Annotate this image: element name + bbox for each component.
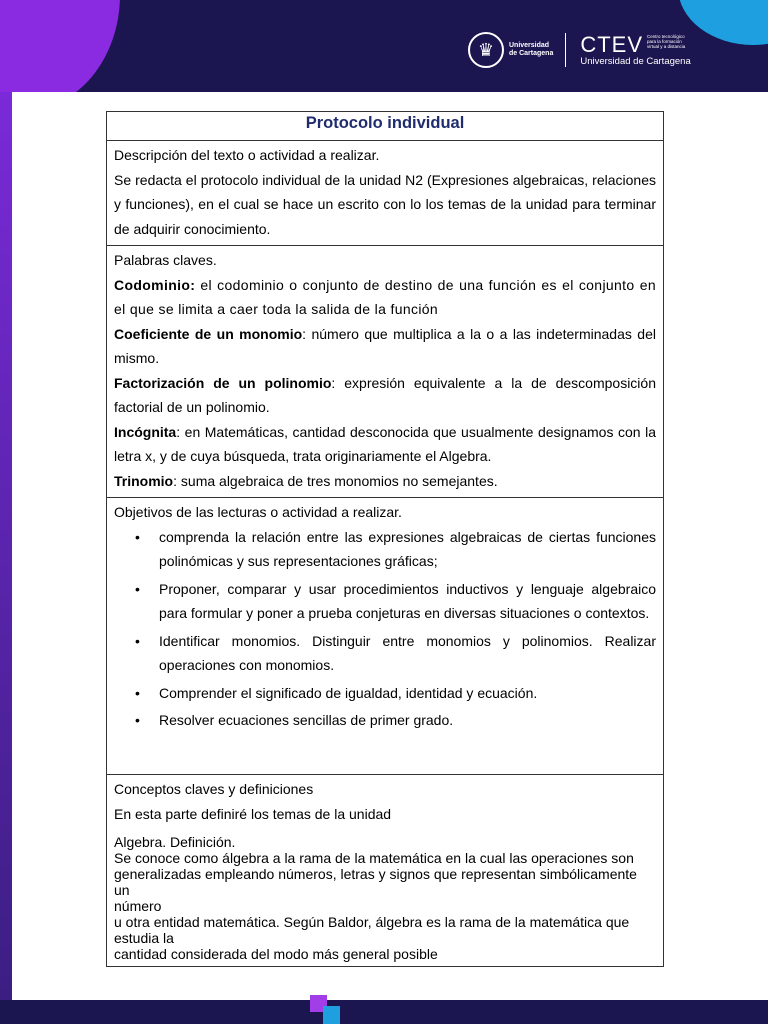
- logo-divider: [565, 33, 566, 67]
- section-intro: En esta parte definiré los temas de la unidad: [114, 805, 392, 822]
- keyword-definition: [114, 322, 656, 371]
- concept-line: cantidad considerada del modo más general posible: [114, 946, 438, 962]
- concept-line: estudia la: [114, 930, 174, 946]
- keyword-definition: [114, 371, 656, 420]
- section-label: Conceptos claves y definiciones: [114, 781, 314, 797]
- ctev-subtitle: Universidad de Cartagena: [580, 55, 691, 67]
- keyword-text: : en Matemáticas, cantidad desconocida que usualmente designamos con la letra x, y de cuya búsqueda, trata originariamente el Algebra.: [114, 423, 656, 464]
- keyword-text: : expresión equivalente a la de descomposición factorial de un polinomio.: [114, 374, 656, 415]
- keyword-definition: [114, 469, 656, 494]
- section-label: Palabras claves.: [114, 252, 217, 268]
- decorative-cyan-shape: [678, 0, 768, 45]
- concept-line: Se conoce como álgebra a la rama de la matemática en la cual las operaciones son: [114, 850, 634, 866]
- concept-line: u otra entidad matemática. Según Baldor, álgebra es la rama de la matemática que: [114, 914, 630, 930]
- keyword-definition: [114, 420, 656, 469]
- keyword-term: Coeficiente de un monomio: [114, 325, 303, 342]
- page-header-banner: [0, 0, 768, 92]
- section-label: Objetivos de las lecturas o actividad a realizar.: [114, 504, 402, 520]
- objective-item: • Resolver ecuaciones sencillas de primer grado.: [159, 708, 656, 733]
- concept-line: número: [114, 898, 162, 914]
- keyword-term: Factorización de un polinomio: [114, 374, 332, 391]
- keyword-term: Incógnita: [114, 423, 177, 440]
- objective-item: • Proponer, comparar y usar procedimientos inductivos y lenguaje algebraico para formular y poner a prueba conjeturas en diversas situaciones o contextos.: [159, 577, 656, 626]
- keyword-text: : suma algebraica de tres monomios no semejantes.: [173, 472, 498, 489]
- concept-line: Algebra. Definición.: [114, 834, 236, 850]
- decorative-purple-shape: [0, 0, 120, 92]
- ctev-tagline: Centro tecnológico para la formación virtual y a distancia: [647, 33, 686, 49]
- logos-group: [468, 30, 691, 70]
- keyword-text: el codominio o conjunto de destino de una función es el conjunto en el que se limita a caer toda la salida de la función: [114, 276, 656, 317]
- decorative-cyan-square: [323, 1006, 340, 1024]
- concept-line: generalizadas empleando números, letras y signos que representan simbólicamente un: [114, 866, 637, 898]
- keyword-text: : número que multiplica a la o a las indeterminadas del mismo.: [114, 325, 656, 366]
- left-side-bar: [0, 92, 12, 1024]
- objective-item: • Identificar monomios. Distinguir entre monomios y polinomios. Realizar operaciones con monomios.: [159, 629, 656, 678]
- section-conceptos: [107, 775, 664, 967]
- protocol-table: [106, 111, 664, 967]
- section-text: Se redacta el protocolo individual de la unidad N2 (Expresiones algebraicas, relaciones y funciones), en el cual se hace un escrito con lo los temas de la unidad para terminar de adquirir conocimiento.: [114, 171, 656, 237]
- ctev-logo: [580, 31, 691, 67]
- ctev-wordmark: CTEV: [580, 31, 644, 57]
- keyword-term: Trinomio: [114, 472, 174, 489]
- keyword-term: Codominio:: [114, 276, 196, 293]
- page-footer-band: [0, 1000, 768, 1024]
- section-palabras-claves: [107, 246, 664, 498]
- section-descripcion: [107, 141, 664, 246]
- objective-item: • comprenda la relación entre las expresiones algebraicas de ciertas funciones polinómicas y sus representaciones gráficas;: [159, 525, 656, 574]
- section-label: Descripción del texto o actividad a realizar.: [114, 147, 380, 163]
- objectives-list: [114, 525, 656, 733]
- objective-item: • Comprender el significado de igualdad, identidad y ecuación.: [159, 681, 656, 706]
- university-name: Universidad de Cartagena: [509, 42, 554, 57]
- section-objetivos: [107, 498, 664, 775]
- keyword-definition: [114, 273, 656, 322]
- university-crest-icon: ♛: [468, 32, 504, 68]
- table-title: Protocolo individual: [107, 112, 664, 141]
